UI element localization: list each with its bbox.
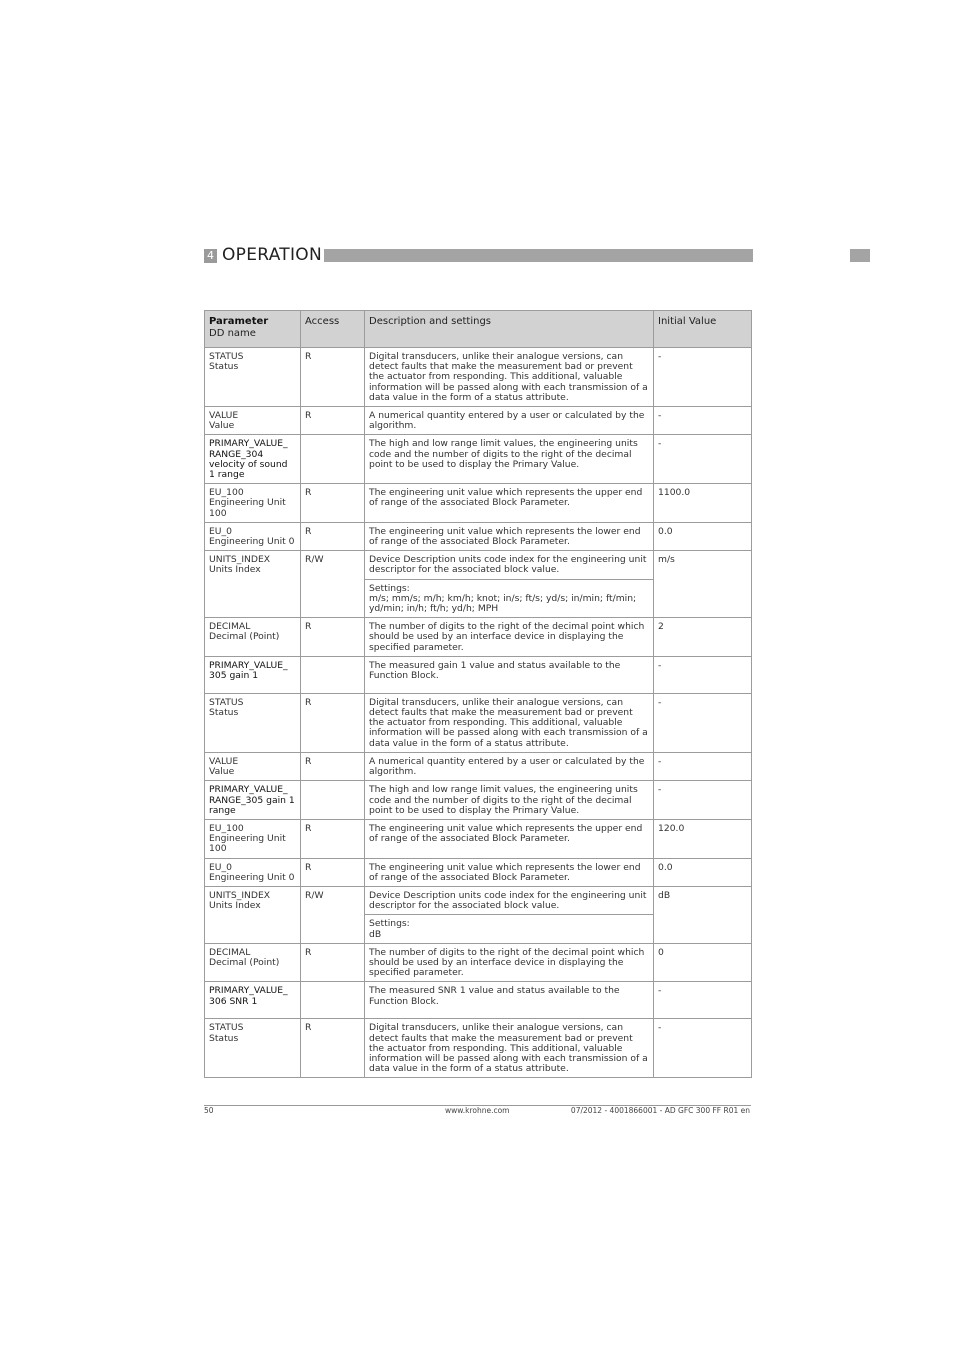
table-row — [205, 781, 752, 820]
param-cell: PRIMARY_VALUE_ RANGE_304 velocity of sound 1 range — [205, 435, 301, 484]
param-cell: PRIMARY_VALUE_ 305 gain 1 — [205, 656, 301, 693]
table-row — [205, 982, 752, 1019]
settings-cell: Settings: m/s; mm/s; m/h; km/h; knot; in/s; ft/s; yd/s; in/min; ft/min; yd/min; in/h; ft/h; yd/h; MPH — [365, 579, 654, 618]
table-row — [205, 656, 752, 693]
param-cell: STATUS Status — [205, 693, 301, 752]
description-cell: Digital transducers, unlike their analogue versions, can detect faults that make the measurement bad or prevent the actuator from responding. This additional, valuable information will be passed along with each transmission of a data value in the form of a status attribute. — [365, 693, 654, 752]
table-row — [205, 858, 752, 886]
column-header-access: Access — [301, 311, 365, 348]
access-cell: R — [301, 407, 365, 435]
param-cell: STATUS Status — [205, 348, 301, 407]
param-cell: DECIMAL Decimal (Point) — [205, 943, 301, 982]
table-row — [205, 522, 752, 550]
column-header-initial-value: Initial Value — [654, 311, 752, 348]
param-cell: PRIMARY_VALUE_ 306 SNR 1 — [205, 982, 301, 1019]
access-cell: R — [301, 752, 365, 780]
table-row — [205, 484, 752, 523]
header-tab-block — [850, 249, 870, 262]
initial-value-cell: 0.0 — [654, 522, 752, 550]
access-cell: R — [301, 618, 365, 657]
table-row — [205, 752, 752, 780]
param-cell: DECIMAL Decimal (Point) — [205, 618, 301, 657]
description-cell: The number of digits to the right of the decimal point which should be used by an interface device in displaying the specified parameter. — [365, 618, 654, 657]
dd-name-heading: DD name — [209, 327, 256, 339]
model-name: GFC 300 — [705, 499, 748, 510]
param-cell: UNITS_INDEX Units Index — [205, 551, 301, 618]
description-cell: The measured gain 1 value and status available to the Function Block. — [365, 656, 654, 693]
access-cell — [301, 435, 365, 484]
param-cell: EU_0 Engineering Unit 0 — [205, 522, 301, 550]
table-row — [205, 435, 752, 484]
access-cell: R/W — [301, 886, 365, 943]
parameter-heading: Parameter — [209, 316, 269, 327]
param-cell: EU_0 Engineering Unit 0 — [205, 858, 301, 886]
description-cell: The engineering unit value which represents the upper end of range of the associated Block Parameter. — [365, 819, 654, 858]
access-cell: R — [301, 348, 365, 407]
param-cell: EU_100 Engineering Unit 100 — [205, 819, 301, 858]
param-cell: STATUS Status — [205, 1019, 301, 1078]
access-cell — [301, 781, 365, 820]
chapter-number: 4 — [204, 249, 217, 263]
initial-value-cell: - — [654, 435, 752, 484]
initial-value-cell: - — [654, 752, 752, 780]
initial-value-cell: - — [654, 693, 752, 752]
initial-value-cell: m/s — [654, 551, 752, 618]
access-cell — [301, 656, 365, 693]
description-cell: Digital transducers, unlike their analogue versions, can detect faults that make the measurement bad or prevent the actuator from responding. This additional, valuable information will be passed along with each transmission of a data value in the form of a status attribute. — [365, 1019, 654, 1078]
description-cell: A numerical quantity entered by a user or calculated by the algorithm. — [365, 407, 654, 435]
initial-value-cell: 120.0 — [654, 819, 752, 858]
table-row — [205, 407, 752, 435]
initial-value-cell: 2 — [654, 618, 752, 657]
description-cell: The high and low range limit values, the engineering units code and the number of digits to the right of the decimal point to be used to display the Primary Value. — [365, 781, 654, 820]
access-cell: R — [301, 522, 365, 550]
access-cell: R — [301, 943, 365, 982]
initial-value-cell: dB — [654, 886, 752, 943]
table-row — [205, 943, 752, 982]
param-cell: VALUE Value — [205, 407, 301, 435]
table-body — [205, 348, 752, 1078]
column-header-description: Description and settings — [365, 311, 654, 348]
access-cell: R/W — [301, 551, 365, 618]
table-row — [205, 693, 752, 752]
column-header-parameter — [205, 311, 301, 348]
initial-value-cell: 0 — [654, 943, 752, 982]
description-cell: A numerical quantity entered by a user or calculated by the algorithm. — [365, 752, 654, 780]
access-cell: R — [301, 693, 365, 752]
description-cell: Digital transducers, unlike their analogue versions, can detect faults that make the measurement bad or prevent the actuator from responding. This additional, valuable information will be passed along with each transmission of a data value in the form of a status attribute. — [365, 348, 654, 407]
table-row — [205, 551, 752, 579]
access-cell: R — [301, 1019, 365, 1078]
table-row — [205, 819, 752, 858]
table-header-row — [205, 311, 752, 348]
initial-value-cell: 1100.0 — [654, 484, 752, 523]
table-row — [205, 618, 752, 657]
footer-doc-ref: 07/2012 - 4001866001 - AD GFC 300 FF R01 en — [570, 1106, 750, 1115]
initial-value-cell: - — [654, 1019, 752, 1078]
param-cell: EU_100 Engineering Unit 100 — [205, 484, 301, 523]
description-cell: The engineering unit value which represents the lower end of range of the associated Block Parameter. — [365, 858, 654, 886]
initial-value-cell: - — [654, 348, 752, 407]
footer-website: www.krohne.com — [445, 1106, 510, 1115]
description-cell: Device Description units code index for the engineering unit descriptor for the associated block value. — [365, 886, 654, 914]
initial-value-cell: - — [654, 982, 752, 1019]
table-row — [205, 1019, 752, 1078]
initial-value-cell: - — [654, 407, 752, 435]
description-cell: The engineering unit value which represents the upper end of range of the associated Block Parameter. — [365, 484, 654, 523]
settings-cell: Settings: dB — [365, 915, 654, 943]
description-cell: Device Description units code index for the engineering unit descriptor for the associated block value. — [365, 551, 654, 579]
table-row — [205, 886, 752, 914]
initial-value-cell: - — [654, 656, 752, 693]
param-cell: VALUE Value — [205, 752, 301, 780]
chapter-title: OPERATION — [222, 245, 323, 265]
description-cell: The high and low range limit values, the engineering units code and the number of digits to the right of the decimal point to be used to display the Primary Value. — [365, 435, 654, 484]
initial-value-cell: - — [654, 781, 752, 820]
param-cell: PRIMARY_VALUE_ RANGE_305 gain 1 range — [205, 781, 301, 820]
table-row — [205, 348, 752, 407]
access-cell: R — [301, 819, 365, 858]
description-cell: The number of digits to the right of the decimal point which should be used by an interface device in displaying the specified parameter. — [365, 943, 654, 982]
page-number: 50 — [204, 1106, 214, 1115]
access-cell: R — [301, 484, 365, 523]
access-cell — [301, 982, 365, 1019]
access-cell: R — [301, 858, 365, 886]
initial-value-cell: 0.0 — [654, 858, 752, 886]
description-cell: The engineering unit value which represents the lower end of range of the associated Block Parameter. — [365, 522, 654, 550]
param-cell: UNITS_INDEX Units Index — [205, 886, 301, 943]
parameter-table — [204, 310, 752, 1078]
description-cell: The measured SNR 1 value and status available to the Function Block. — [365, 982, 654, 1019]
